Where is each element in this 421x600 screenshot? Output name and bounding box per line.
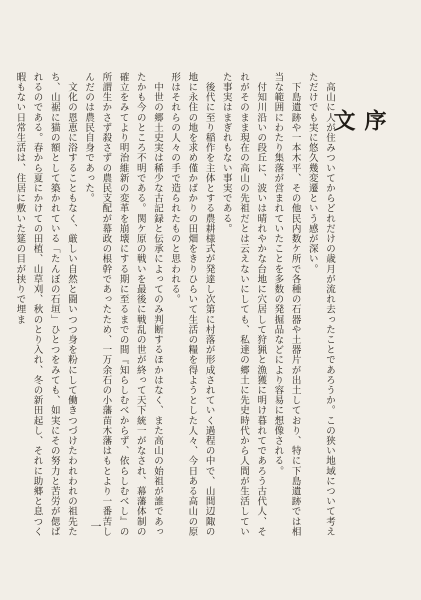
paragraph-4: 後代に至り稲作を主体とする農耕様式が発達し次第に村落が形成されていく過程の中で、山間辺陬の地に永住の地を求め僅かばかりの田畑をきりひらいて生活の糧を得ようとした人々、今日ある高山の原形はそれらの人々の手で造られたものと思われる。 [169, 72, 215, 537]
body-text [14, 72, 338, 542]
paragraph-3: 付知川沿いの段丘に、波いは晴れやかな台地に穴居して狩猟と漁獲に明け暮れてであろう古代人、それがそのまま現在の高山の先祖だとは云えないにしても、私達の郷土に先史時代から人間が生活していた事実はまぎれもない事実である。 [220, 72, 267, 537]
page-title: 序 文 [330, 109, 387, 201]
paragraph-2: 下島遺跡や一本木平、その他民内数ケ所で各種の石器や土器片が出土しており、特に下島遺跡では相当な範囲にわたり集落が営まれていたことを多数の発掘品などにより容易に想像される。 [272, 72, 301, 537]
paragraph-1: 高山に人が住みついてからどれだけの歳月が流れ去ったことであろうか。この狭い地域について考えただけでも実に悠久幾変遷という感が深い。 [306, 72, 335, 537]
page-number: 一 [90, 520, 102, 533]
paragraph-6: 文化の恩恵に浴することもなく、厳しい自然と闘いつつ身を粉にして働きつづけたわれわれの祖先たち、山裾に猫の額として築かれている「たんぼの石垣」ひとつをみても、如実にその努力と苦労が偲ばれるのである。春から夏にかけての田植、山草刈、秋のとり入れ、冬の新田起し、それに助郷と息つく暇もない日常生活は、住居に敷いた筵の目が挟りで埋ま [14, 72, 77, 537]
paragraph-5: 中世の郷土史実は稀少な古記録と伝承によってのみ判断するほかはなく、また高山の始祖が誰であったかも今のところ不明である。関ケ原の戦いを最後に戦乱の世が終って天下統一がなされ、幕藩体制の確立をみてより明治維新の変革を崩壊にする期に至るまでの間『知らしむべからず、依らしむべし』の所謂生かさず殺さずの農民支配が幕政の根幹であったため、一万余石の小藩苗木藩はもとより一番苦しんだのは農民自身であった。 [83, 72, 163, 537]
